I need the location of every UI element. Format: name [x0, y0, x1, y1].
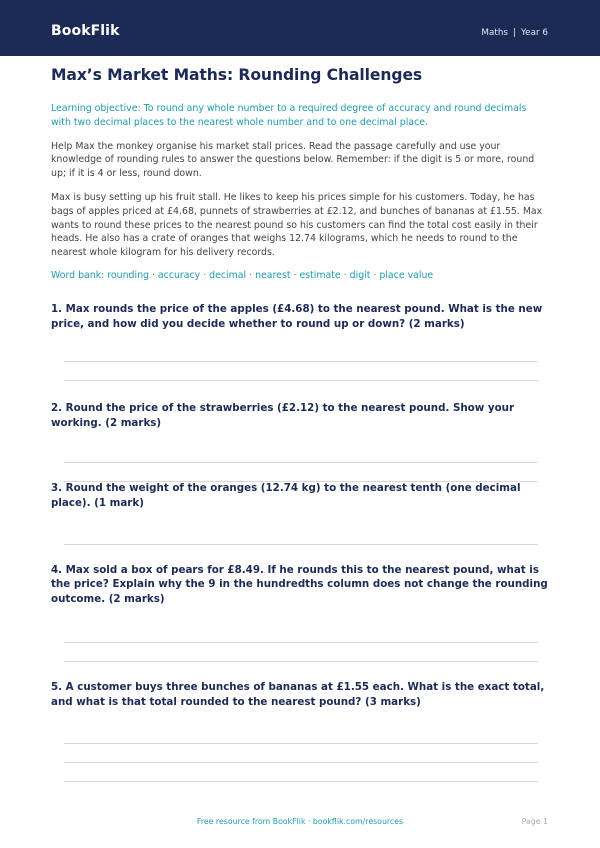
answer-area[interactable] — [51, 361, 548, 399]
page-number: Page 1 — [521, 817, 548, 826]
question-block — [51, 680, 548, 799]
worksheet-content — [51, 66, 548, 800]
answer-area[interactable] — [51, 743, 548, 800]
meta-separator: | — [513, 28, 516, 38]
answer-line[interactable] — [64, 781, 538, 800]
question-text: 5. A customer buys three bunches of bananas at £1.55 each. What is the exact total, and what is that total rounded to the nearest pound? (3 marks) — [51, 681, 545, 708]
answer-line[interactable] — [64, 380, 538, 399]
answer-line[interactable] — [64, 642, 538, 661]
intro-paragraph: Help Max the monkey organise his market stall prices. Read the passage carefully and use your knowledge of rounding rules to answer the questions below. Remember: if the digit is 5 or more, round up; if it is 4 or less, round down. — [51, 140, 535, 180]
brand-logo: BookFlik — [51, 23, 120, 39]
answer-line[interactable] — [64, 544, 538, 563]
answer-area[interactable] — [51, 544, 548, 563]
question-text: 4. Max sold a box of pears for £8.49. If he rounds this to the nearest pound, what is the price? Explain why the 9 in the hundredths column does not change the rounding outcome. (2 marks) — [51, 563, 548, 605]
question-text: 3. Round the weight of the oranges (12.74 kg) to the nearest tenth (one decimal place). (1 mark) — [51, 482, 521, 509]
answer-line[interactable] — [64, 661, 538, 680]
question-block — [51, 563, 548, 681]
question-text: 1. Max rounds the price of the apples (£4.68) to the nearest pound. What is the new price, and how did you decide whether to round up or down? (2 marks) — [51, 302, 543, 330]
footer-credit[interactable]: Free resource from BookFlik · bookflik.com/resources — [196, 817, 404, 826]
passage-paragraph: Max is busy setting up his fruit stall. He likes to keep his prices simple for his customers. Today, he has bags of apples priced at £4.68, punnets of strawberries at £2.12, and bunches of bananas at £1.55. Max wants to round these prices to the nearest pound so his customers can find the total cost easily in their heads. He also has a crate of oranges that weighs 12.74 kilograms, which he needs to round to the nearest whole kilogram for his delivery records. — [51, 191, 543, 259]
word-bank: Word bank: rounding · accuracy · decimal · nearest · estimate · digit · place value — [51, 269, 434, 281]
subject-label: Maths — [481, 28, 508, 38]
answer-area[interactable] — [51, 642, 548, 680]
answer-line[interactable] — [64, 462, 538, 481]
page-title: Max’s Market Maths: Rounding Challenges — [51, 66, 423, 84]
question-block — [51, 481, 548, 562]
year-label: Year 6 — [520, 28, 548, 38]
question-block — [51, 302, 548, 399]
header-bar — [0, 0, 600, 56]
answer-line[interactable] — [64, 361, 538, 380]
answer-line[interactable] — [64, 762, 538, 781]
question-text: 2. Round the price of the strawberries (£2.12) to the nearest pound. Show your working. (2 marks) — [51, 402, 515, 429]
learning-objective: Learning objective: To round any whole number to a required degree of accuracy and round decimals with two decimal places to the nearest whole number and to one decimal place. — [51, 103, 527, 128]
answer-line[interactable] — [64, 743, 538, 762]
header-meta — [481, 28, 548, 38]
